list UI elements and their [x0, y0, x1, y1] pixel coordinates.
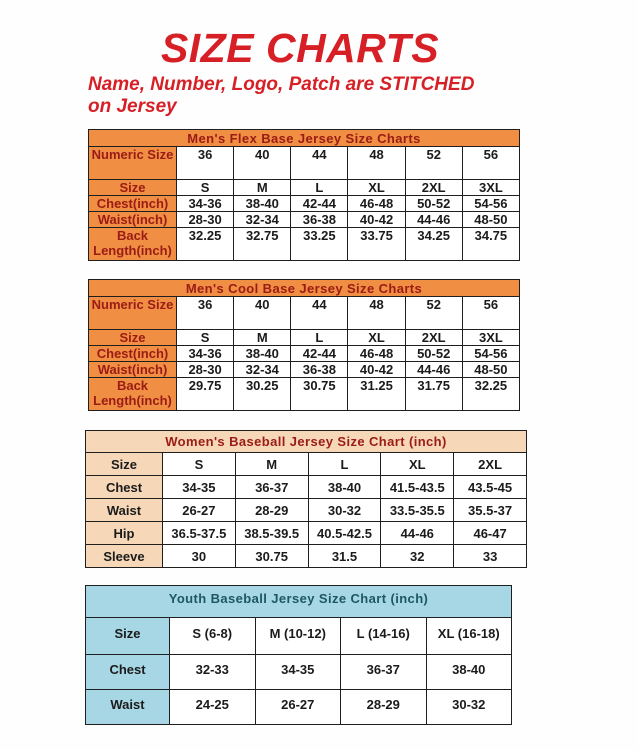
value-cell: 30-32 — [308, 499, 381, 522]
value-cell: 48-50 — [462, 362, 519, 378]
value-cell: 38.5-39.5 — [235, 522, 308, 545]
value-cell: 34.75 — [462, 228, 519, 261]
value-cell: XL — [348, 180, 405, 196]
table-row — [86, 655, 512, 690]
value-cell: 50-52 — [405, 346, 462, 362]
spacer — [0, 568, 638, 585]
row-label-back-length-inch: Back Length(inch) — [89, 228, 177, 261]
table-row — [89, 196, 520, 212]
value-cell: 26-27 — [163, 499, 236, 522]
value-cell: 40-42 — [348, 212, 405, 228]
value-cell: 48 — [348, 147, 405, 180]
value-cell: 46-48 — [348, 346, 405, 362]
table-row — [89, 330, 520, 346]
womens-baseball-table-title: Women's Baseball Jersey Size Chart (inch) — [86, 431, 527, 453]
table-row — [86, 499, 527, 522]
row-label-chest: Chest — [86, 476, 163, 499]
value-cell: 41.5-43.5 — [381, 476, 454, 499]
value-cell: 2XL — [405, 180, 462, 196]
value-cell: L — [308, 453, 381, 476]
table-row — [89, 378, 520, 411]
value-cell: XL — [348, 330, 405, 346]
subtitle-line-2: on Jersey — [88, 96, 177, 117]
value-cell: 31.25 — [348, 378, 405, 411]
value-cell: 46-48 — [348, 196, 405, 212]
page-title: SIZE CHARTS — [160, 25, 440, 71]
mens-cool-base-table-title: Men's Cool Base Jersey Size Charts — [89, 280, 520, 297]
value-cell: M — [235, 453, 308, 476]
value-cell: XL — [381, 453, 454, 476]
value-cell: 48 — [348, 297, 405, 330]
value-cell: 32-34 — [234, 362, 291, 378]
value-cell: 50-52 — [405, 196, 462, 212]
value-cell: 30 — [163, 545, 236, 568]
value-cell: 54-56 — [462, 346, 519, 362]
value-cell: L — [291, 330, 348, 346]
value-cell: 38-40 — [234, 196, 291, 212]
value-cell: 3XL — [462, 180, 519, 196]
value-cell: 33.25 — [291, 228, 348, 261]
youth-baseball-size-table — [85, 585, 512, 725]
value-cell: 48-50 — [462, 212, 519, 228]
row-label-size: Size — [86, 618, 170, 655]
value-cell: 43.5-45 — [454, 476, 527, 499]
table-row — [89, 180, 520, 196]
table-row — [89, 362, 520, 378]
value-cell: 30-32 — [426, 690, 512, 725]
value-cell: 52 — [405, 147, 462, 180]
page-subtitle — [88, 74, 638, 118]
value-cell: 30.75 — [235, 545, 308, 568]
value-cell: M — [234, 180, 291, 196]
value-cell: 28-30 — [177, 362, 234, 378]
value-cell: 44 — [291, 147, 348, 180]
value-cell: 31.5 — [308, 545, 381, 568]
value-cell: 38-40 — [308, 476, 381, 499]
table-row — [89, 297, 520, 330]
row-label-sleeve: Sleeve — [86, 545, 163, 568]
mens-flex-base-table-title: Men's Flex Base Jersey Size Charts — [89, 130, 520, 147]
value-cell: 36-37 — [341, 655, 427, 690]
table-row — [86, 453, 527, 476]
row-label-chest-inch: Chest(inch) — [89, 196, 177, 212]
spacer — [0, 411, 638, 430]
value-cell: S (6-8) — [170, 618, 256, 655]
table-row — [86, 690, 512, 725]
value-cell: 32-34 — [234, 212, 291, 228]
value-cell: 36-37 — [235, 476, 308, 499]
row-label-size: Size — [89, 330, 177, 346]
value-cell: M (10-12) — [255, 618, 341, 655]
value-cell: 34-35 — [255, 655, 341, 690]
row-label-waist-inch: Waist(inch) — [89, 212, 177, 228]
value-cell: 34-36 — [177, 196, 234, 212]
value-cell: 32.75 — [234, 228, 291, 261]
value-cell: 33.75 — [348, 228, 405, 261]
row-label-waist: Waist — [86, 690, 170, 725]
value-cell: 56 — [462, 147, 519, 180]
value-cell: 44-46 — [381, 522, 454, 545]
value-cell: 3XL — [462, 330, 519, 346]
row-label-size: Size — [89, 180, 177, 196]
value-cell: 34-36 — [177, 346, 234, 362]
mens-cool-base-size-table — [88, 279, 520, 411]
value-cell: 2XL — [454, 453, 527, 476]
value-cell: 32.25 — [462, 378, 519, 411]
value-cell: 34-35 — [163, 476, 236, 499]
value-cell: 32.25 — [177, 228, 234, 261]
row-label-chest-inch: Chest(inch) — [89, 346, 177, 362]
value-cell: 24-25 — [170, 690, 256, 725]
value-cell: 56 — [462, 297, 519, 330]
womens-baseball-size-table — [85, 430, 527, 568]
table-row — [86, 618, 512, 655]
value-cell: 28-30 — [177, 212, 234, 228]
table-row — [89, 346, 520, 362]
value-cell: 30.25 — [234, 378, 291, 411]
value-cell: 28-29 — [235, 499, 308, 522]
value-cell: 40-42 — [348, 362, 405, 378]
table-row — [86, 476, 527, 499]
table-row — [89, 212, 520, 228]
value-cell: 44-46 — [405, 212, 462, 228]
table-row — [89, 147, 520, 180]
value-cell: 30.75 — [291, 378, 348, 411]
row-label-hip: Hip — [86, 522, 163, 545]
value-cell: S — [177, 180, 234, 196]
value-cell: L (14-16) — [341, 618, 427, 655]
value-cell: 54-56 — [462, 196, 519, 212]
row-label-chest: Chest — [86, 655, 170, 690]
row-label-waist-inch: Waist(inch) — [89, 362, 177, 378]
value-cell: XL (16-18) — [426, 618, 512, 655]
value-cell: 36-38 — [291, 212, 348, 228]
value-cell: M — [234, 330, 291, 346]
table-row — [89, 228, 520, 261]
value-cell: S — [177, 330, 234, 346]
value-cell: S — [163, 453, 236, 476]
value-cell: 32-33 — [170, 655, 256, 690]
value-cell: 44 — [291, 297, 348, 330]
value-cell: 34.25 — [405, 228, 462, 261]
row-label-numeric-size: Numeric Size — [89, 297, 177, 330]
value-cell: 40 — [234, 297, 291, 330]
value-cell: 2XL — [405, 330, 462, 346]
row-label-numeric-size: Numeric Size — [89, 147, 177, 180]
table-row — [86, 522, 527, 545]
value-cell: 40.5-42.5 — [308, 522, 381, 545]
value-cell: 44-46 — [405, 362, 462, 378]
value-cell: 52 — [405, 297, 462, 330]
value-cell: L — [291, 180, 348, 196]
table-row — [86, 545, 527, 568]
value-cell: 33.5-35.5 — [381, 499, 454, 522]
value-cell: 36.5-37.5 — [163, 522, 236, 545]
row-label-waist: Waist — [86, 499, 163, 522]
value-cell: 31.75 — [405, 378, 462, 411]
value-cell: 35.5-37 — [454, 499, 527, 522]
value-cell: 38-40 — [234, 346, 291, 362]
value-cell: 36 — [177, 147, 234, 180]
spacer — [0, 261, 638, 279]
value-cell: 42-44 — [291, 346, 348, 362]
spacer — [0, 118, 638, 129]
value-cell: 28-29 — [341, 690, 427, 725]
value-cell: 36 — [177, 297, 234, 330]
subtitle-line-1: Name, Number, Logo, Patch are STITCHED — [88, 74, 475, 95]
value-cell: 33 — [454, 545, 527, 568]
value-cell: 42-44 — [291, 196, 348, 212]
value-cell: 36-38 — [291, 362, 348, 378]
value-cell: 26-27 — [255, 690, 341, 725]
mens-flex-base-size-table — [88, 129, 520, 261]
row-label-back-length-inch: Back Length(inch) — [89, 378, 177, 411]
value-cell: 29.75 — [177, 378, 234, 411]
value-cell: 38-40 — [426, 655, 512, 690]
value-cell: 32 — [381, 545, 454, 568]
value-cell: 40 — [234, 147, 291, 180]
value-cell: 46-47 — [454, 522, 527, 545]
youth-baseball-table-title: Youth Baseball Jersey Size Chart (inch) — [86, 586, 512, 618]
row-label-size: Size — [86, 453, 163, 476]
